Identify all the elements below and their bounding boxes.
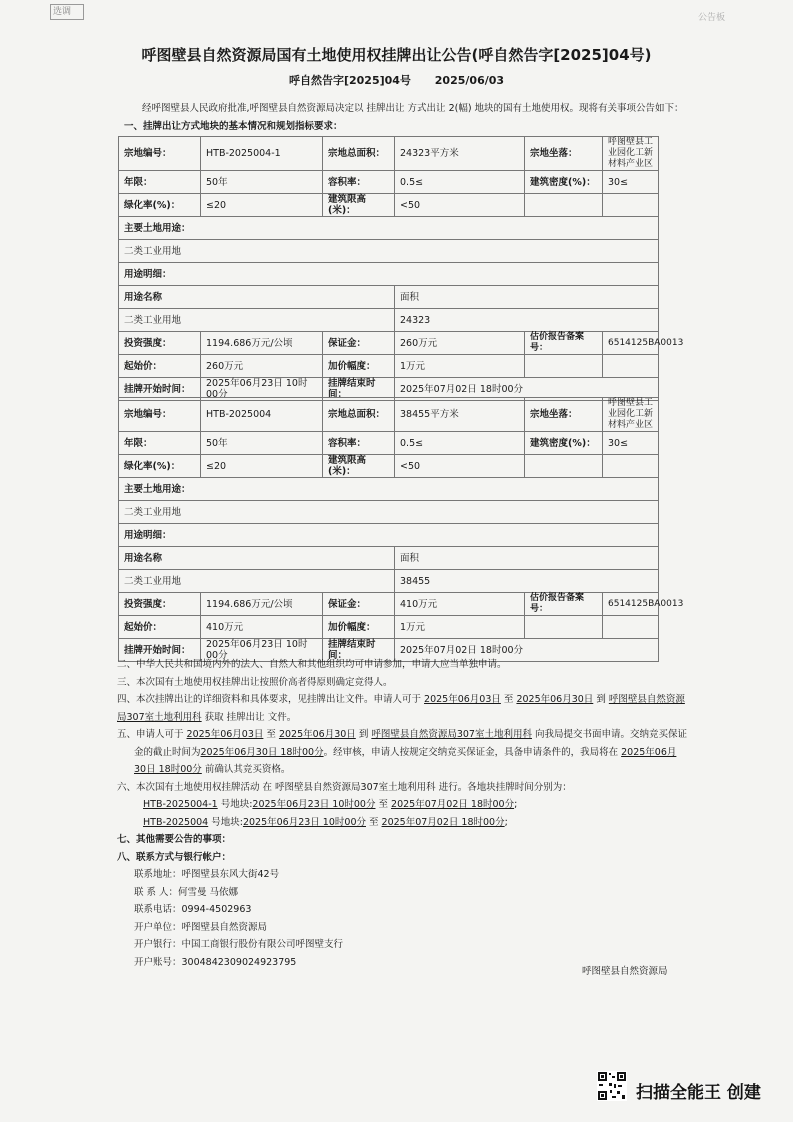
contact-person: 联 系 人：何雪曼 马依娜 [134, 886, 239, 898]
label-parcel-area: 宗地总面积： [323, 137, 395, 171]
item-7: 七、其他需要公告的事项： [117, 834, 232, 845]
label-end-time: 挂牌结束时间： [323, 378, 395, 401]
parcel-area: 24323平方米 [395, 137, 525, 171]
label-start-price: 起始价： [119, 355, 201, 378]
increment: 1万元 [395, 355, 525, 378]
appraisal-number: 6514125BA0013 [603, 332, 659, 355]
item-6-l2-id: HTB-2025004 [143, 816, 209, 828]
density: 30≤ [603, 432, 659, 455]
item-8: 八、联系方式与银行帐户： [117, 851, 232, 863]
item-6-l2-semi: ; [504, 816, 508, 828]
col-use-name: 用途名称 [119, 547, 395, 570]
item-4-to: 至 [500, 694, 517, 705]
parcel-area: 38455平方米 [395, 398, 525, 432]
label-height: 建筑限高(米)： [323, 194, 395, 217]
issuer-signature: 呼图壁县自然资源局 [582, 966, 668, 977]
label-start-time: 挂牌开始时间： [119, 378, 201, 401]
doc-number: 呼自然告字[2025]04号 [288, 74, 411, 87]
item-6-l1-mid: 号地块: [217, 799, 253, 810]
use-area: 38455 [395, 570, 659, 593]
label-appraisal: 估价报告备案号： [525, 332, 603, 355]
parcel-location: 呼图壁县工业园化工新材料产业区 [603, 398, 659, 432]
item-6: 六、本次国有土地使用权挂牌活动 在 呼图壁县自然资源局307室土地利用科 进行。各地块挂牌时间分别为： [117, 781, 572, 793]
doc-date: 2025/06/03 [434, 74, 505, 87]
density: 30≤ [603, 171, 659, 194]
label-start-price: 起始价： [119, 616, 201, 639]
term: 50年 [201, 432, 323, 455]
parcel-id: HTB-2025004 [201, 398, 323, 432]
page-title: 呼图壁县自然资源局国有土地使用权挂牌出让公告(呼自然告字[2025]04号) [141, 46, 652, 64]
label-main-use: 主要土地用途： [119, 217, 659, 240]
end-time: 2025年07月02日 18时00分 [395, 378, 659, 401]
label-height: 建筑限高(米)： [323, 455, 395, 478]
item-5-date-end: 2025年06月30日 [278, 729, 356, 740]
use-area: 24323 [395, 309, 659, 332]
label-invest: 投资强度： [119, 332, 201, 355]
label-deposit: 保证金： [323, 593, 395, 616]
label-far: 容积率： [323, 171, 395, 194]
label-parcel-location: 宗地坐落： [525, 398, 603, 432]
height-limit: <50 [395, 455, 525, 478]
use-name: 二类工业用地 [119, 570, 395, 593]
label-term: 年限： [119, 432, 201, 455]
item-6-line-2 [117, 814, 677, 832]
col-area: 面积 [395, 286, 659, 309]
contact-phone: 联系电话：0994-4502963 [134, 904, 252, 915]
height-limit: <50 [395, 194, 525, 217]
label-far: 容积率： [323, 432, 395, 455]
doc-subtitle [0, 72, 793, 88]
item-5-place: 呼图壁县自然资源局307室土地利用科 [371, 729, 532, 740]
invest: 1194.686万元/公顷 [201, 593, 323, 616]
label-green: 绿化率(%)： [119, 194, 201, 217]
item-5-deadline: 2025年06月30日 18时00分 [200, 746, 324, 758]
account-unit: 开户单位：呼图壁县自然资源局 [134, 921, 268, 933]
item-5-tail: 向我局提交书面申请。交纳竞买保证 [531, 729, 688, 740]
main-use: 二类工业用地 [119, 240, 659, 263]
item-5 [117, 726, 688, 744]
label-parcel-id: 宗地编号： [119, 137, 201, 171]
item-6-l1-to: 至 [375, 799, 392, 810]
section-1-heading: 一、挂牌出让方式地块的基本情况和规划指标要求： [124, 121, 343, 132]
label-appraisal: 估价报告备案号： [525, 593, 603, 616]
far: 0.5≤ [395, 171, 525, 194]
item-5-text-c: 。经审核，申请人按规定交纳竞买保证金，具备申请条件的，我局将在 [323, 746, 622, 758]
label-green: 绿化率(%)： [119, 455, 201, 478]
label-parcel-id: 宗地编号： [119, 398, 201, 432]
label-density: 建筑密度(%)： [525, 171, 603, 194]
item-6-l1-end: 2025年07月02日 18时00分 [391, 799, 515, 810]
item-4-place-cont: 局307室土地利用科 [117, 711, 202, 723]
item-4-tail: 获取 挂牌出让 文件。 [201, 711, 297, 723]
item-5-date-start: 2025年06月03日 [186, 729, 264, 740]
label-parcel-location: 宗地坐落： [525, 137, 603, 171]
item-5-text-b: 金的截止时间为 [134, 746, 201, 758]
col-use-name: 用途名称 [119, 286, 395, 309]
end-time: 2025年07月02日 18时00分 [395, 639, 659, 662]
label-use-detail: 用途明细： [119, 263, 659, 286]
far: 0.5≤ [395, 432, 525, 455]
parcel-id: HTB-2025004-1 [201, 137, 323, 171]
label-main-use: 主要土地用途： [119, 478, 659, 501]
item-5-cont [117, 744, 677, 762]
item-5-confirm: 2025年06月 [621, 746, 677, 758]
label-invest: 投资强度： [119, 593, 201, 616]
col-area: 面积 [395, 547, 659, 570]
item-6-l1-semi: ; [514, 799, 518, 810]
deposit: 410万元 [395, 593, 525, 616]
account-number: 开户账号：3004842309024923795 [134, 956, 297, 968]
label-use-detail: 用途明细： [119, 524, 659, 547]
qr-code-icon [597, 1071, 627, 1101]
start-time: 2025年06月23日 10时00分 [201, 639, 323, 662]
item-4-place: 呼图壁县自然资源 [608, 694, 685, 705]
item-3: 三、本次国有土地使用权挂牌出让按照价高者得原则确定竞得人。 [117, 676, 393, 688]
item-2: 二、中华人民共和国境内外的法人、自然人和其他组织均可申请参加，申请人应当单独申请。 [117, 659, 507, 670]
item-6-l2-mid: 号地块: [208, 816, 243, 828]
item-4-at: 到 [593, 694, 609, 705]
contact-address: 联系地址：呼图壁县东风大街42号 [134, 869, 280, 880]
parcel-table-1 [118, 136, 684, 401]
label-increment: 加价幅度： [323, 355, 395, 378]
item-5-confirm-cont: 30日 18时00分 [134, 764, 202, 775]
label-increment: 加价幅度： [323, 616, 395, 639]
header-left-mark: 选调 [50, 4, 84, 20]
parcel-table-2 [118, 397, 684, 662]
item-6-l1-start: 2025年06月23日 10时00分 [252, 799, 376, 810]
use-name: 二类工业用地 [119, 309, 395, 332]
item-4 [117, 691, 685, 709]
item-6-line-1 [117, 796, 677, 814]
label-term: 年限： [119, 171, 201, 194]
appraisal-number: 6514125BA0013 [603, 593, 659, 616]
notice-items [117, 656, 688, 971]
start-price: 260万元 [201, 355, 323, 378]
deposit: 260万元 [395, 332, 525, 355]
item-5-to: 至 [263, 729, 279, 740]
green: ≤20 [201, 455, 323, 478]
item-5-text: 五、申请人可于 [117, 729, 187, 740]
increment: 1万元 [395, 616, 525, 639]
label-parcel-area: 宗地总面积： [323, 398, 395, 432]
scanner-watermark: 扫描全能王 创建 [636, 1083, 761, 1103]
parcel-location: 呼图壁县工业园化工新材料产业区 [603, 137, 659, 171]
account-bank: 开户银行：中国工商银行股份有限公司呼图壁支行 [134, 939, 344, 950]
label-end-time: 挂牌结束时间： [323, 639, 395, 662]
item-6-l2-to: 至 [366, 816, 382, 828]
start-price: 410万元 [201, 616, 323, 639]
main-use: 二类工业用地 [119, 501, 659, 524]
green: ≤20 [201, 194, 323, 217]
header-right-mark: 公告板 [697, 13, 725, 23]
item-4-cont [117, 709, 677, 727]
intro-paragraph: 经呼图壁县人民政府批准,呼图壁县自然资源局决定以 挂牌出让 方式出让 2(幅) 地块的国有土地使用权。现将有关事项公告如下： [142, 103, 684, 114]
label-start-time: 挂牌开始时间： [119, 639, 201, 662]
item-4-text: 四、本次挂牌出让的详细资料和具体要求，见挂牌出让文件。申请人可于 [117, 694, 425, 705]
item-6-l1-id: HTB-2025004-1 [143, 799, 218, 810]
label-density: 建筑密度(%)： [525, 432, 603, 455]
item-5-text-d: 前确认其竞买资格。 [201, 764, 291, 775]
start-time: 2025年06月23日 10时00分 [201, 378, 323, 401]
label-deposit: 保证金： [323, 332, 395, 355]
item-6-l2-start: 2025年06月23日 10时00分 [242, 816, 366, 828]
item-6-l2-end: 2025年07月02日 18时00分 [381, 816, 505, 828]
term: 50年 [201, 171, 323, 194]
item-5-cont2 [117, 761, 677, 779]
item-4-date-end: 2025年06月30日 [516, 694, 594, 705]
invest: 1194.686万元/公顷 [201, 332, 323, 355]
item-5-at: 到 [355, 729, 372, 740]
item-4-date-start: 2025年06月03日 [424, 694, 501, 705]
